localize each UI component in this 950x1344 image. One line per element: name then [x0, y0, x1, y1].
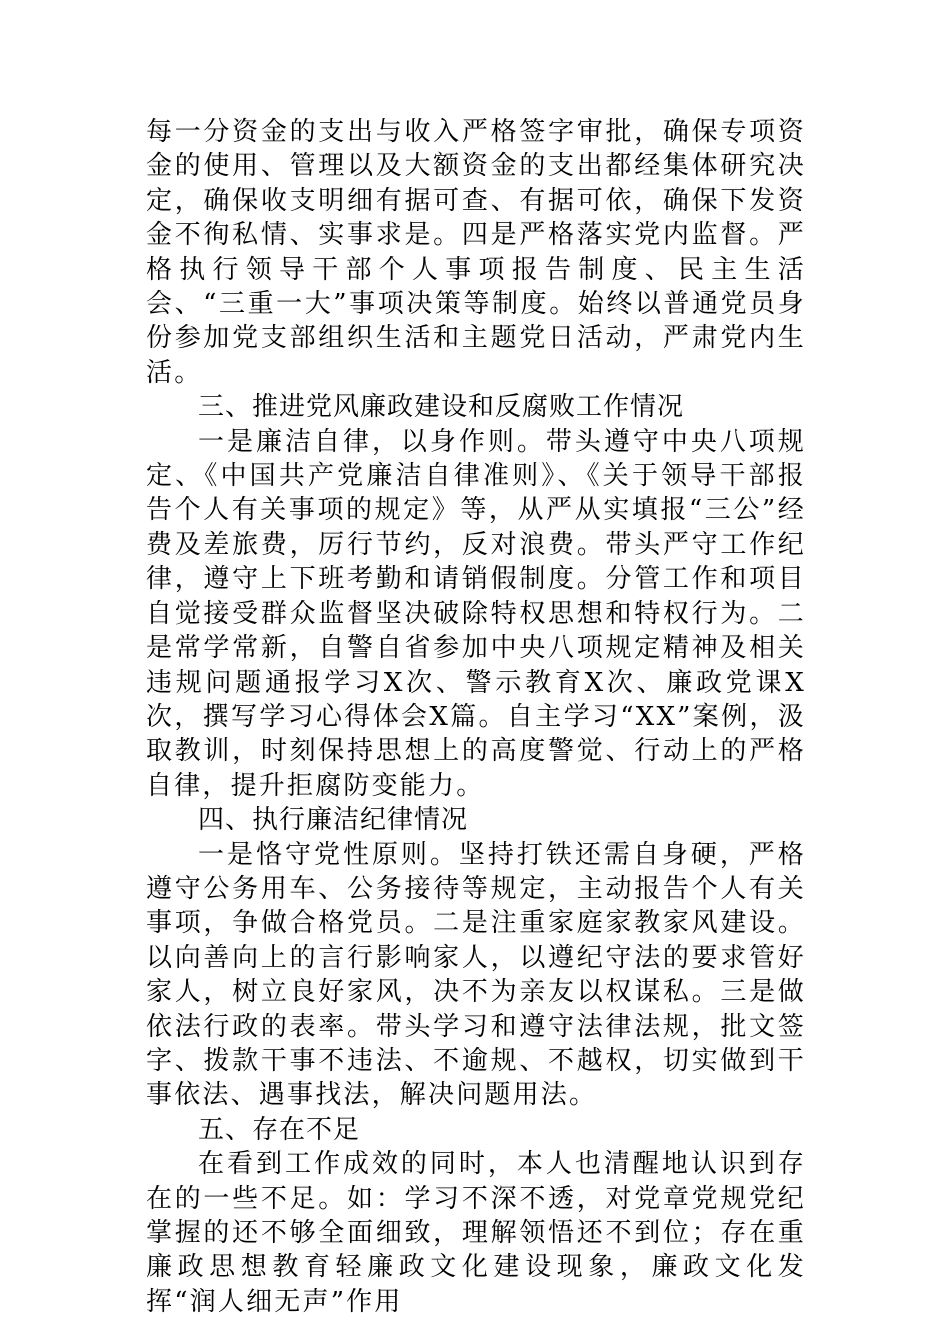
document-page — [146, 115, 806, 1319]
paragraph-section-5: 在看到工作成效的同时，本人也清醒地认识到存在的一些不足。如：学习不深不透，对党章党规党纪掌握的还不够全面细致，理解领悟还不到位；存在重廉政思想教育轻廉政文化建设现象，廉政文化发挥“润人细无声”作用 — [146, 1149, 806, 1317]
section-heading-5: 五、存在不足 — [198, 1114, 361, 1145]
paragraph-section-3: 一是廉洁自律，以身作则。带头遵守中央八项规定、《中国共产党廉洁自律准则》、《关于领导干部报告个人有关事项的规定》等，从严从实填报“三公”经费及差旅费，厉行节约，反对浪费。带头严守工作纪律，遵守上下班考勤和请销假制度。分管工作和项目自觉接受群众监督坚决破除特权思想和特权行为。二是常学常新，自警自省参加中央八项规定精神及相关违规问题通报学习X次、警示教育X次、廉政党课X次，撰写学习心得体会X篇。自主学习“XX”案例，汲取教训，时刻保持思想上的高度警觉、行动上的严格自律，提升拒腐防变能力。 — [146, 426, 806, 801]
paragraph-section-4: 一是恪守党性原则。坚持打铁还需自身硬，严格遵守公务用车、公务接待等规定，主动报告个人有关事项，争做合格党员。二是注重家庭家教家风建设。以向善向上的言行影响家人，以遵纪守法的要求管好家人，树立良好家风，决不为亲友以权谋私。三是做依法行政的表率。带头学习和遵守法律法规，批文签字、拨款干事不违法、不逾规、不越权，切实做到干事依法、遇事找法，解决问题用法。 — [146, 839, 806, 1111]
section-heading-3: 三、推进党风廉政建设和反腐败工作情况 — [198, 392, 685, 423]
paragraph-continuation: 每一分资金的支出与收入严格签字审批，确保专项资金的使用、管理以及大额资金的支出都经集体研究决定，确保收支明细有据可查、有据可依，确保下发资金不徇私情、实事求是。四是严格落实党内监督。严格执行领导干部个人事项报告制度、民主生活会、“三重一大”事项决策等制度。始终以普通党员身份参加党支部组织生活和主题党日活动，严肃党内生活。 — [146, 117, 806, 388]
section-heading-4: 四、执行廉洁纪律情况 — [198, 805, 469, 836]
